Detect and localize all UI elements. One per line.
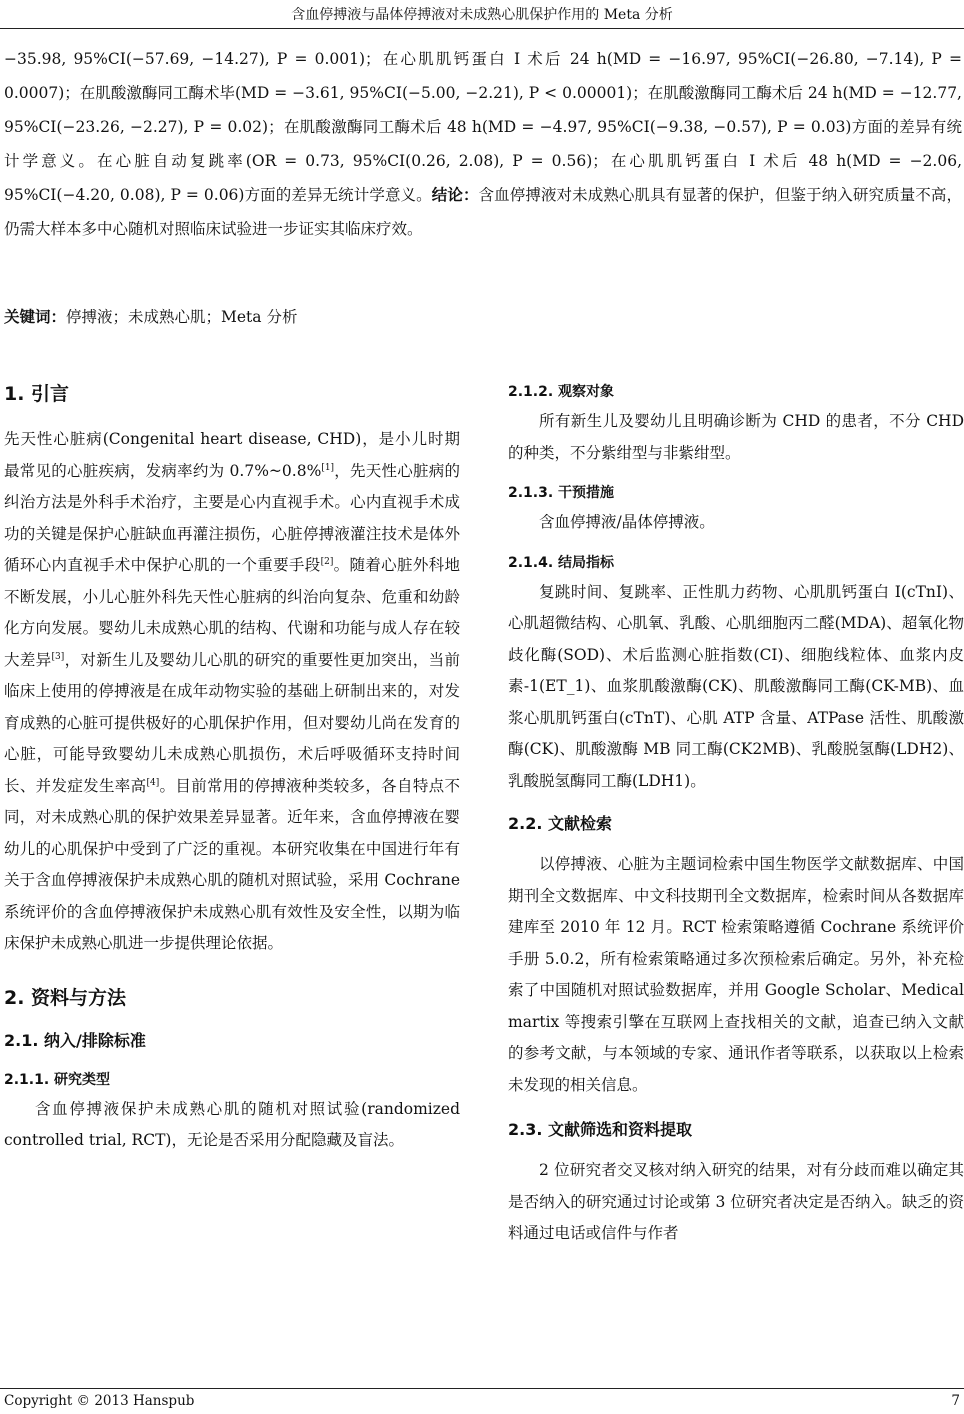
section-2-2-text: 以停搏液、心脏为主题词检索中国生物医学文献数据库、中国期刊全文数据库、中文科技期刊全文数据库，检索时间从各数据库建库至 2010 年 12 月。RCT 检索策略遵循 Cochrane 系统评价手册 5.0.2，所有检索策略通过多次预检索后确定。另外，补充检索了中国随机对照试验数据库，并用 Google Scholar、Medical martix 等搜索引擎在互联网上查找相关的文献，追查已纳入文献的参考文献，与本领域的专家、通讯作者等联系，以获取以上检索未发现的相关信息。 [508, 855, 964, 1094]
intro-text-c: 。随着心脏外科地不断发展，小儿心脏外科先天性心脏病的纠治向复杂、危重和幼龄化方向发展。婴幼儿未成熟心肌的结构、代谢和功能与成人存在较大差异 [4, 556, 460, 669]
intro-text-b: ，先天性心脏病的纠治方法是外科手术治疗，主要是心内直视手术。心内直视手术成功的关键是保护心脏缺血再灌注损伤，心脏停搏液灌注技术是体外循环心内直视手术中保护心肌的一个重要手段 [4, 461, 460, 574]
keywords-label: 关键词： [4, 308, 67, 326]
abstract-text: −35.98, 95%CI(−57.69, −14.27), P = 0.001)；在心肌肌钙蛋白 I 术后 24 h(MD = −16.97, 95%CI(−26.80, −7.14), P = 0.0007)；在肌酸激酶同工酶术毕(MD = −3.61, 95%CI(−5.00, −2.21), P < 0.00001)；在肌酸激酶同工酶术后 24 h(MD = −12.77, 95%CI(−23.26, −2.27), P = 0.02)；在肌酸激酶同工酶术后 48 h(MD = −4.97, 95%CI(−9.38, −0.57), P = 0.03)方面的差异有统计学意义。在心脏自动复跳率(OR = 0.73, 95%CI(0.26, 2.08), P = 0.56)；在心肌肌钙蛋白 I 术后 48 h(MD = −2.06, 95%CI(−4.20, 0.08), P = 0.06)方面的差异无统计学意义。 [4, 50, 962, 204]
intro-text-a: 先天性心脏病(Congenital heart disease, CHD)，是小儿时期最常见的心脏疾病，发病率约为 0.7%~0.8% [4, 430, 460, 480]
section-2-1-4-text: 复跳时间、复跳率、正性肌力药物、心肌肌钙蛋白 I(cTnI)、心肌超微结构、心肌氧、乳酸、心肌细胞丙二醛(MDA)、超氧化物歧化酶(SOD)、术后监测心脏指数(CI)、细胞线粒体、血浆内皮素-1(ET_1)、血浆肌酸激酶(CK)、肌酸激酶同工酶(CK-MB)、血浆心肌肌钙蛋白(cTnT)、心肌 ATP 含量、ATPase 活性、肌酸激酶(CK)、肌酸激酶 MB 同工酶(CK2MB)、乳酸脱氢酶(LDH2)、乳酸脱氢酶同工酶(LDH1)。 [508, 582, 964, 790]
section-2-1-3-heading: 2.1.3. 干预措施 [508, 485, 615, 501]
section-2-1-2-text: 所有新生儿及婴幼儿且明确诊断为 CHD 的患者，不分 CHD 的种类，不分紫绀型与非紫绀型。 [508, 412, 964, 462]
intro-text-d: ，对新生儿及婴幼儿心肌的研究的重要性更加突出，当前临床上使用的停搏液是在成年动物实验的基础上研制出来的，对发育成熟的心脏可提供极好的心肌保护作用，但对婴幼儿尚在发育的心脏，可能导致婴幼儿未成熟心肌损伤，术后呼吸循环支持时间长、并发症发生率高 [4, 650, 460, 795]
left-column [4, 372, 460, 1157]
page-number: 7 [951, 1393, 960, 1409]
conclusion-label: 结论： [431, 186, 479, 204]
citation-1[interactable]: [1] [321, 462, 335, 473]
section-2-1-4-heading: 2.1.4. 结局指标 [508, 554, 615, 571]
section-2-1-1-text: 含血停搏液保护未成熟心肌的随机对照试验(randomized controlled trial, RCT)，无论是否采用分配隐藏及盲法。 [4, 1099, 460, 1149]
header-rule [0, 28, 964, 29]
footer-copyright: Copyright © 2013 Hanspub [4, 1393, 195, 1409]
section-2-1-2-heading: 2.1.2. 观察对象 [508, 384, 615, 400]
conclusion-text: 含血停搏液对未成熟心肌具有显著的保护，但鉴于纳入研究质量不高，仍需大样本多中心随机对照临床试验进一步证实其临床疗效。 [4, 186, 962, 238]
section-2-3-heading: 2.3. 文献筛选和资料提取 [508, 1120, 692, 1139]
intro-paragraph [4, 424, 460, 960]
running-header: 含血停搏液与晶体停搏液对未成熟心肌保护作用的 Meta 分析 [291, 7, 673, 23]
section-1-heading: 1. 引言 [4, 383, 70, 405]
citation-4[interactable]: [4] [146, 777, 160, 788]
section-2-1-1-heading: 2.1.1. 研究类型 [4, 1071, 111, 1088]
section-2-3-text: 2 位研究者交叉核对纳入研究的结果，对有分歧而难以确定其是否纳入的研究通过讨论或第 3 位研究者决定是否纳入。缺乏的资料通过电话或信件与作者 [508, 1161, 964, 1242]
section-2-1-heading: 2.1. 纳入/排除标准 [4, 1030, 146, 1050]
abstract-paragraph [4, 42, 962, 246]
section-2-heading: 2. 资料与方法 [4, 986, 127, 1009]
citation-2[interactable]: [2] [320, 557, 334, 567]
keywords-line [4, 302, 962, 332]
footer-rule [0, 1388, 964, 1389]
keywords-text: 停搏液；未成熟心肌；Meta 分析 [66, 308, 298, 326]
section-2-1-3-text: 含血停搏液/晶体停搏液。 [539, 513, 715, 531]
citation-3[interactable]: [3] [51, 651, 65, 662]
section-2-2-heading: 2.2. 文献检索 [508, 814, 612, 833]
right-column [508, 372, 964, 1250]
intro-text-e: 。目前常用的停搏液种类较多，各自特点不同，对未成熟心肌的保护效果差异显著。近年来，含血停搏液在婴幼儿的心肌保护中受到了广泛的重视。本研究收集在中国进行年有关于含血停搏液保护未成熟心肌的随机对照试验，采用 Cochrane 系统评价的含血停搏液保护未成熟心肌有效性及安全性，以期为临床保护未成熟心肌进一步提供理论依据。 [4, 776, 460, 952]
